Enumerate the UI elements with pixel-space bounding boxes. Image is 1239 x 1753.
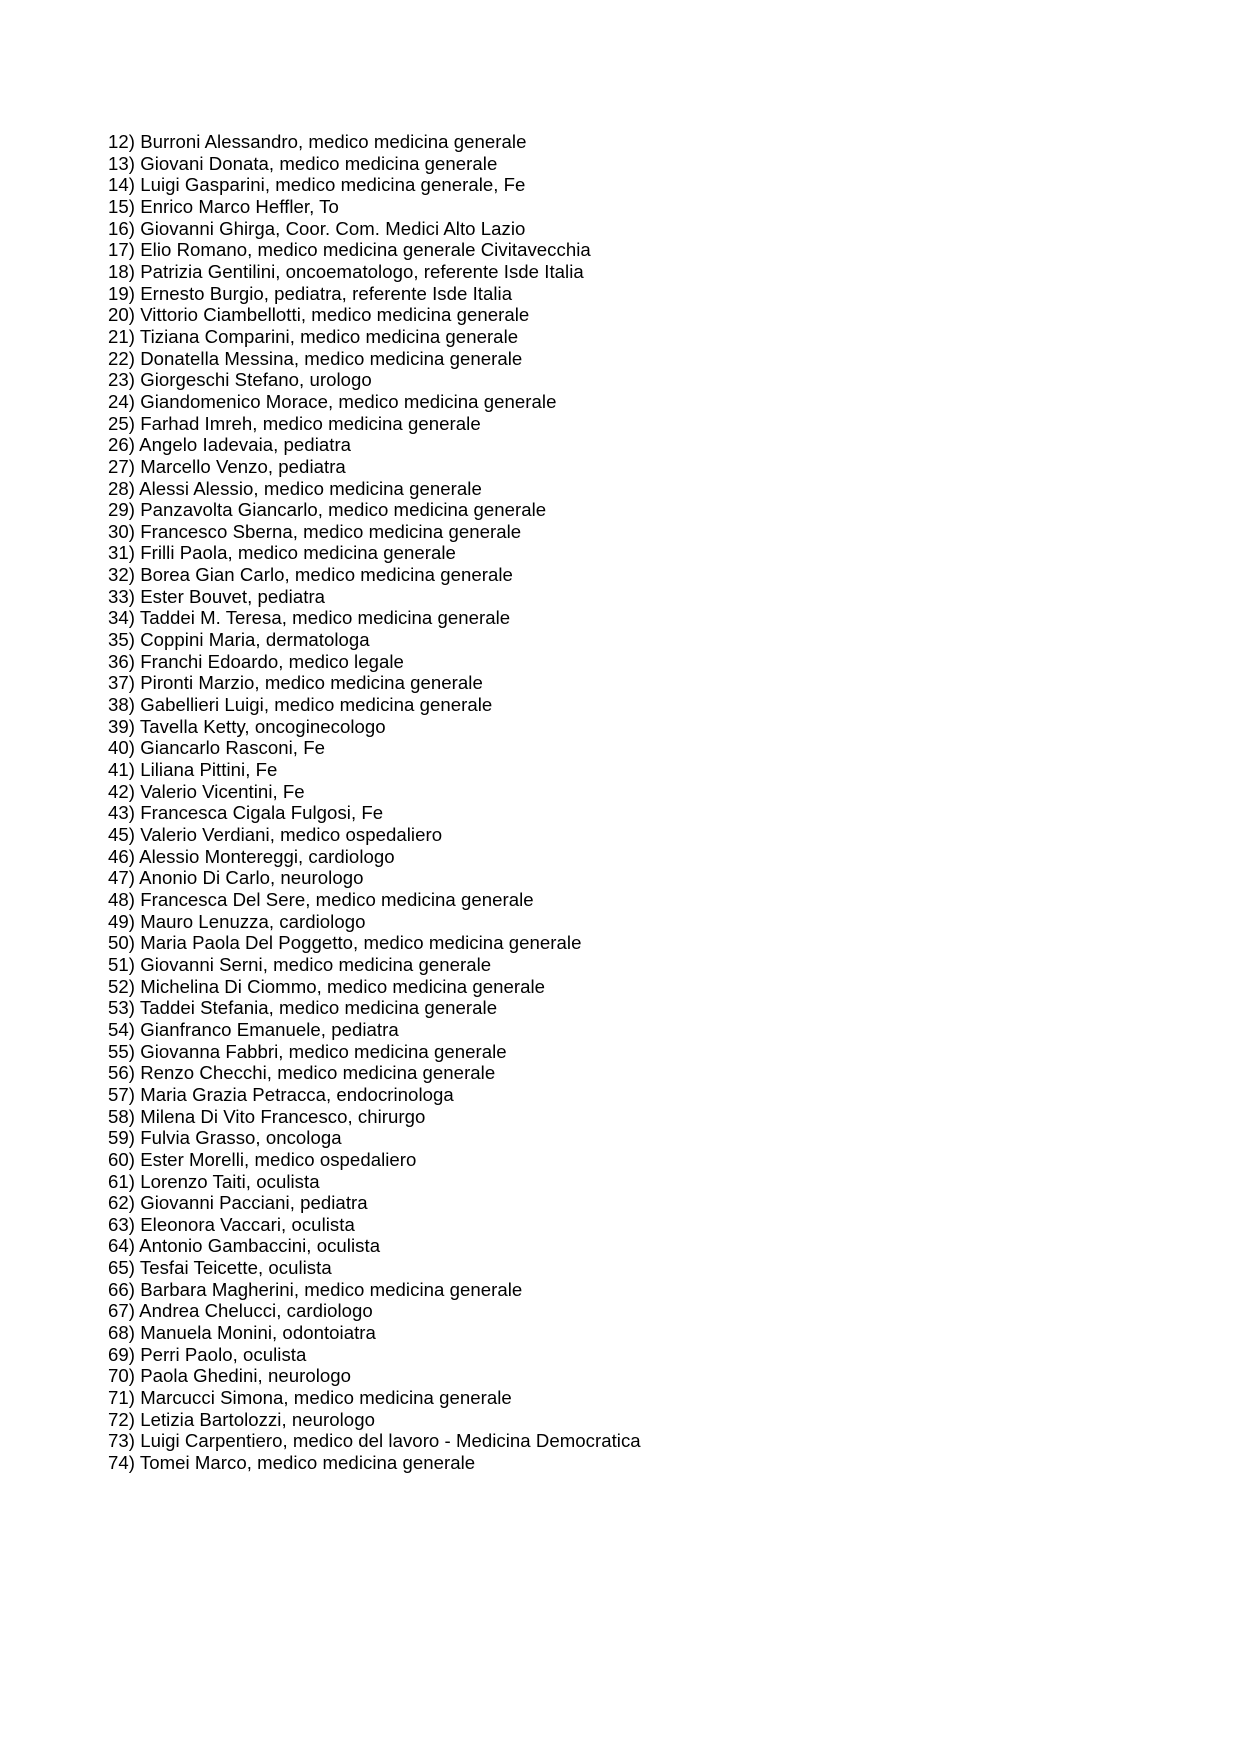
list-item: 48) Francesca Del Sere, medico medicina generale (108, 888, 534, 910)
list-item: 52) Michelina Di Ciommo, medico medicina generale (108, 975, 546, 997)
list-item: 62) Giovanni Pacciani, pediatra (108, 1192, 368, 1214)
list-item: 37) Pironti Marzio, medico medicina generale (108, 672, 483, 694)
list-item: 58) Milena Di Vito Francesco, chirurgo (108, 1105, 426, 1127)
list-item: 36) Franchi Edoardo, medico legale (108, 650, 404, 672)
list-item: 28) Alessi Alessio, medico medicina generale (108, 477, 482, 499)
list-item: 19) Ernesto Burgio, pediatra, referente Isde Italia (108, 282, 513, 304)
list-item: 45) Valerio Verdiani, medico ospedaliero (108, 824, 443, 845)
list-item: 50) Maria Paola Del Poggetto, medico medicina generale (108, 932, 582, 954)
list-item: 69) Perri Paolo, oculista (108, 1343, 307, 1365)
list-item: 53) Taddei Stefania, medico medicina generale (108, 997, 498, 1019)
list-item: 71) Marcucci Simona, medico medicina generale (108, 1387, 512, 1409)
list-item: 59) Fulvia Grasso, oncologa (108, 1127, 342, 1149)
list-item: 73) Luigi Carpentiero, medico del lavoro - Medicina Democratica (108, 1430, 641, 1452)
list-item: 26) Angelo Iadevaia, pediatra (108, 434, 352, 456)
list-item: 41) Liliana Pittini, Fe (108, 759, 278, 781)
list-item: 56) Renzo Checchi, medico medicina generale (108, 1062, 496, 1084)
list-item: 32) Borea Gian Carlo, medico medicina generale (108, 564, 513, 586)
list-item: 24) Giandomenico Morace, medico medicina generale (108, 390, 557, 412)
list-item: 40) Giancarlo Rasconi, Fe (108, 737, 325, 759)
list-item: 27) Marcello Venzo, pediatra (108, 455, 346, 477)
list-item: 46) Alessio Montereggi, cardiologo (108, 845, 395, 867)
list-item: 17) Elio Romano, medico medicina generale Civitavecchia (108, 239, 591, 261)
list-item: 65) Tesfai Teicette, oculista (108, 1257, 332, 1279)
list-item: 31) Frilli Paola, medico medicina generale (108, 542, 456, 564)
list-item: 35) Coppini Maria, dermatologa (108, 629, 370, 651)
list-item: 61) Lorenzo Taiti, oculista (108, 1170, 320, 1192)
list-item: 60) Ester Morelli, medico ospedaliero (108, 1148, 417, 1170)
list-item: 43) Francesca Cigala Fulgosi, Fe (108, 802, 384, 824)
list-item: 63) Eleonora Vaccari, oculista (108, 1213, 355, 1235)
list-item: 22) Donatella Messina, medico medicina generale (108, 347, 523, 369)
list-item: 42) Valerio Vicentini, Fe (108, 780, 305, 802)
list-item: 33) Ester Bouvet, pediatra (108, 585, 326, 607)
list-item: 25) Farhad Imreh, medico medicina generale (108, 412, 481, 434)
list-item: 72) Letizia Bartolozzi, neurologo (108, 1408, 375, 1430)
list-item: 29) Panzavolta Giancarlo, medico medicina generale (108, 499, 547, 521)
list-item: 38) Gabellieri Luigi, medico medicina generale (108, 694, 493, 716)
list-item: 49) Mauro Lenuzza, cardiologo (108, 910, 366, 932)
list-item: 39) Tavella Ketty, oncoginecologo (108, 715, 386, 737)
list-item: 34) Taddei M. Teresa, medico medicina generale (108, 607, 511, 629)
list-item: 57) Maria Grazia Petracca, endocrinologa (108, 1083, 454, 1105)
list-item: 70) Paola Ghedini, neurologo (108, 1365, 352, 1387)
list-item: 51) Giovanni Serni, medico medicina generale (108, 953, 492, 975)
list-item: 66) Barbara Magherini, medico medicina generale (108, 1278, 523, 1300)
list-item: 54) Gianfranco Emanuele, pediatra (108, 1018, 399, 1040)
list-item: 30) Francesco Sberna, medico medicina generale (108, 520, 522, 542)
list-item: 55) Giovanna Fabbri, medico medicina generale (108, 1040, 507, 1062)
list-item: 18) Patrizia Gentilini, oncoematologo, referente Isde Italia (108, 260, 584, 282)
list-item: 12) Burroni Alessandro, medico medicina generale (108, 131, 527, 152)
signatory-list-section (108, 131, 1108, 1474)
list-item: 47) Anonio Di Carlo, neurologo (108, 867, 364, 889)
list-item: 20) Vittorio Ciambellotti, medico medicina generale (108, 304, 530, 326)
list-item: 14) Luigi Gasparini, medico medicina generale, Fe (108, 174, 526, 196)
list-item: 16) Giovanni Ghirga, Coor. Com. Medici Alto Lazio (108, 217, 526, 239)
list-item: 64) Antonio Gambaccini, oculista (108, 1235, 381, 1257)
list-item: 13) Giovani Donata, medico medicina generale (108, 152, 498, 174)
list-item: 23) Giorgeschi Stefano, urologo (108, 369, 372, 391)
list-item: 74) Tomei Marco, medico medicina generale (108, 1452, 476, 1474)
list-item: 15) Enrico Marco Heffler, To (108, 195, 339, 217)
list-item: 67) Andrea Chelucci, cardiologo (108, 1300, 373, 1322)
list-item: 68) Manuela Monini, odontoiatra (108, 1322, 376, 1344)
signatory-list (108, 131, 1108, 1474)
list-item: 21) Tiziana Comparini, medico medicina generale (108, 325, 519, 347)
